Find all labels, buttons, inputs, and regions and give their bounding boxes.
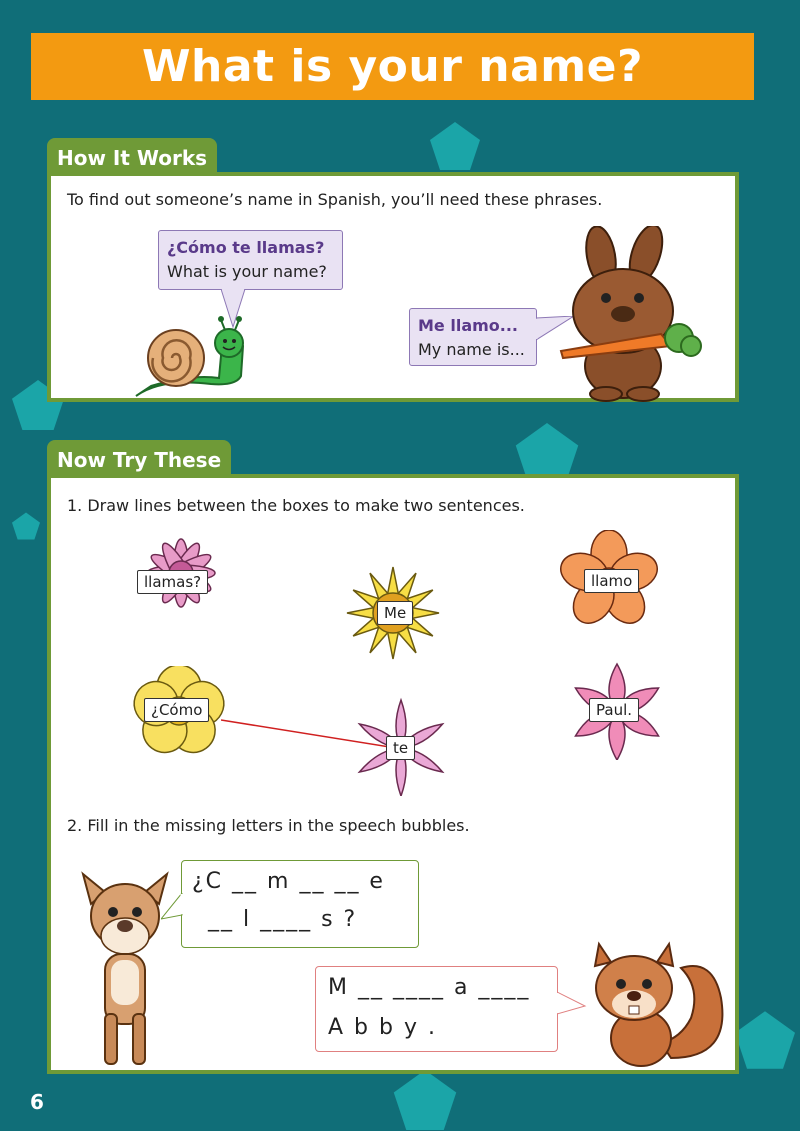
how-it-works-panel [47,172,739,402]
fill-line-3[interactable]: M __ ____ a ____ [328,975,531,1000]
question-2: 2. Fill in the missing letters in the speech bubbles. [67,816,470,835]
speech-bubble-question [158,230,343,290]
bubble-tail [161,893,183,923]
page-number: 6 [30,1090,44,1114]
squirrel-icon [581,938,731,1073]
fill-line-1[interactable]: ¿C __ m __ __ e [192,869,385,894]
intro-text: To find out someone’s name in Spanish, you’ll need these phrases. [67,190,603,209]
word-box-me[interactable] [377,601,413,625]
word-box-llamas[interactable] [137,570,208,594]
word-como: ¿Cómo [151,701,203,719]
word-box-llamo[interactable] [584,569,639,593]
question-1: 1. Draw lines between the boxes to make two sentences. [67,496,525,515]
word-llamas: llamas? [144,573,202,591]
word-te: te [393,739,409,757]
word-box-como[interactable] [144,698,209,722]
fill-bubble-answer[interactable] [315,966,558,1052]
bubble-answer-spanish: Me llamo... [418,316,519,335]
deer-icon [75,864,175,1074]
title-bar [31,33,754,100]
tab-label: Now Try These [57,448,222,472]
bubble-question-spanish: ¿Cómo te llamas? [167,238,325,257]
speech-bubble-answer [409,308,537,366]
word-llamo: llamo [591,572,633,590]
snail-icon [131,316,251,406]
now-try-these-panel [47,474,739,1074]
bubble-answer-english: My name is... [418,340,525,359]
word-box-te[interactable] [386,736,415,760]
bubble-question-english: What is your name? [167,262,327,281]
tab-now-try-these [47,440,231,476]
word-paul: Paul. [596,701,633,719]
rabbit-icon [551,226,711,402]
word-me: Me [384,604,407,622]
fill-bubble-question[interactable] [181,860,419,948]
page-title: What is your name? [142,41,643,92]
tab-label: How It Works [57,146,208,170]
tab-how-it-works [47,138,217,174]
fill-line-4[interactable]: A b b y . [328,1015,437,1040]
fill-line-2[interactable]: __ l ____ s ? [208,907,358,932]
word-box-paul[interactable] [589,698,639,722]
